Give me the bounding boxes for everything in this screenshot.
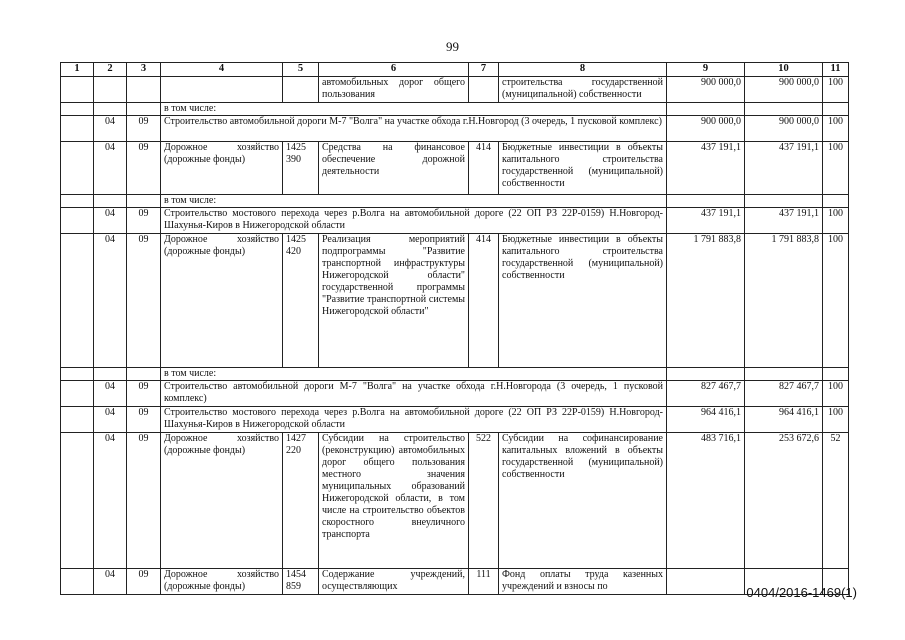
cell-expense-name: Субсидии на софинансирование капитальных вложений в объекты государственной (муниципальной) собственности: [499, 433, 667, 569]
cell-target-item: Дорожное хозяйство (дорожные фонды): [161, 234, 283, 368]
document-code: 0404/2016-1469(1): [746, 585, 857, 600]
cell-including-label: в том числе:: [161, 195, 667, 208]
cell-empty: [94, 103, 127, 116]
cell-section: 04: [94, 381, 127, 407]
table-row: [61, 407, 849, 433]
cell-amount-planned: 900 000,0: [667, 116, 745, 142]
cell-percent: 100: [823, 116, 849, 142]
cell-amount-actual: 964 416,1: [745, 407, 823, 433]
cell-amount-actual: 900 000,0: [745, 116, 823, 142]
cell-percent: 100: [823, 142, 849, 195]
cell-code: 1425 390: [283, 142, 319, 195]
cell-code: 1454 859: [283, 569, 319, 595]
cell-subsection: [127, 77, 161, 103]
cell-section: 04: [94, 142, 127, 195]
cell-object-name: Строительство автомобильной дороги М-7 "Волга" на участке обхода г.Н.Новгород (3 очередь, 1 пусковой комплекс): [161, 116, 667, 142]
header-row: [61, 63, 849, 77]
cell-expense-type: 111: [469, 569, 499, 595]
cell-empty: [745, 368, 823, 381]
cell-section: 04: [94, 569, 127, 595]
cell-expense-type: 414: [469, 142, 499, 195]
cell-amount-planned: 483 716,1: [667, 433, 745, 569]
cell-col-1: [61, 381, 94, 407]
column-header-8: 8: [499, 63, 667, 77]
cell-code: 1427 220: [283, 433, 319, 569]
column-header-7: 7: [469, 63, 499, 77]
cell-code: [283, 77, 319, 103]
cell-empty: [823, 368, 849, 381]
cell-object-name: Строительство мостового перехода через р.Волга на автомобильной дороге (22 ОП РЗ 22Р-0159) Н.Новгород-Шахунья-Киров в Нижегородской области: [161, 208, 667, 234]
table-row: [61, 234, 849, 368]
cell-empty: [667, 368, 745, 381]
column-header-5: 5: [283, 63, 319, 77]
cell-subsection: 09: [127, 433, 161, 569]
cell-empty: [127, 195, 161, 208]
cell-amount-actual: 827 467,7: [745, 381, 823, 407]
cell-description: Субсидии на строительство (реконструкцию) автомобильных дорог общего пользования местного значения муниципальных образований Нижегородской области, в том числе на строительство объектов скоростного внеуличного транспорта: [319, 433, 469, 569]
table-row: [61, 195, 849, 208]
cell-empty: [94, 368, 127, 381]
cell-col-1: [61, 116, 94, 142]
cell-col-1: [61, 407, 94, 433]
cell-empty: [745, 195, 823, 208]
cell-amount-planned: 964 416,1: [667, 407, 745, 433]
cell-subsection: 09: [127, 234, 161, 368]
table-row: [61, 77, 849, 103]
cell-empty: [127, 368, 161, 381]
cell-col-1: [61, 234, 94, 368]
cell-empty: [823, 103, 849, 116]
table-row: [61, 569, 849, 595]
table-row: [61, 381, 849, 407]
cell-amount-planned: 437 191,1: [667, 208, 745, 234]
table-row: [61, 208, 849, 234]
cell-subsection: 09: [127, 142, 161, 195]
cell-target-item: Дорожное хозяйство (дорожные фонды): [161, 433, 283, 569]
cell-section: 04: [94, 433, 127, 569]
cell-section: 04: [94, 234, 127, 368]
cell-target-item: Дорожное хозяйство (дорожные фонды): [161, 569, 283, 595]
cell-percent: 100: [823, 381, 849, 407]
cell-code: 1425 420: [283, 234, 319, 368]
cell-description: Реализация мероприятий подпрограммы "Развитие транспортной инфраструктуры Нижегородской области" государственной программы "Развитие транспортной системы Нижегородской области": [319, 234, 469, 368]
cell-percent: 100: [823, 208, 849, 234]
cell-expense-name: строительства государственной (муниципальной) собственности: [499, 77, 667, 103]
cell-including-label: в том числе:: [161, 368, 667, 381]
cell-col-1: [61, 569, 94, 595]
cell-expense-type: 522: [469, 433, 499, 569]
budget-table: [60, 62, 849, 595]
cell-subsection: 09: [127, 208, 161, 234]
cell-object-name: Строительство мостового перехода через р.Волга на автомобильной дороге (22 ОП РЗ 22Р-0159) Н.Новгород-Шахунья-Киров в Нижегородской области: [161, 407, 667, 433]
column-header-2: 2: [94, 63, 127, 77]
cell-amount-planned: 437 191,1: [667, 142, 745, 195]
cell-including-label: в том числе:: [161, 103, 667, 116]
cell-empty: [667, 195, 745, 208]
cell-amount-actual: 437 191,1: [745, 208, 823, 234]
cell-subsection: 09: [127, 381, 161, 407]
column-header-1: 1: [61, 63, 94, 77]
table-row: [61, 142, 849, 195]
cell-expense-name: Бюджетные инвестиции в объекты капитального строительства государственной (муниципальной) собственности: [499, 142, 667, 195]
cell-expense-type: 414: [469, 234, 499, 368]
cell-expense-name: Фонд оплаты труда казенных учреждений и взносы по: [499, 569, 667, 595]
cell-empty: [745, 103, 823, 116]
cell-description: автомобильных дорог общего пользования: [319, 77, 469, 103]
cell-percent: 52: [823, 433, 849, 569]
cell-description: Содержание учреждений, осуществляющих: [319, 569, 469, 595]
cell-col-1: [61, 433, 94, 569]
cell-empty: [127, 103, 161, 116]
cell-section: 04: [94, 116, 127, 142]
cell-object-name: Строительство автомобильной дороги М-7 "Волга" на участке обхода г.Н.Новгорода (3 очередь, 1 пусковой комплекс): [161, 381, 667, 407]
cell-empty: [823, 195, 849, 208]
cell-target-item: Дорожное хозяйство (дорожные фонды): [161, 142, 283, 195]
column-header-6: 6: [319, 63, 469, 77]
cell-empty: [61, 368, 94, 381]
cell-expense-type: [469, 77, 499, 103]
cell-percent: 100: [823, 77, 849, 103]
page-number: 99: [446, 39, 459, 54]
cell-amount-actual: 437 191,1: [745, 142, 823, 195]
cell-empty: [61, 103, 94, 116]
table-row: [61, 103, 849, 116]
cell-col-1: [61, 208, 94, 234]
cell-amount-actual: 900 000,0: [745, 77, 823, 103]
cell-amount-actual: 1 791 883,8: [745, 234, 823, 368]
cell-section: 04: [94, 407, 127, 433]
cell-expense-name: Бюджетные инвестиции в объекты капитального строительства государственной (муниципальной) собственности: [499, 234, 667, 368]
column-header-11: 11: [823, 63, 849, 77]
column-header-10: 10: [745, 63, 823, 77]
cell-amount-actual: 253 672,6: [745, 433, 823, 569]
cell-subsection: 09: [127, 569, 161, 595]
cell-amount-planned: 827 467,7: [667, 381, 745, 407]
cell-empty: [94, 195, 127, 208]
cell-amount-planned: 1 791 883,8: [667, 234, 745, 368]
column-header-3: 3: [127, 63, 161, 77]
cell-empty: [667, 103, 745, 116]
cell-subsection: 09: [127, 407, 161, 433]
column-header-9: 9: [667, 63, 745, 77]
column-header-4: 4: [161, 63, 283, 77]
cell-section: 04: [94, 208, 127, 234]
cell-percent: 100: [823, 234, 849, 368]
table-row: [61, 433, 849, 569]
table-row: [61, 368, 849, 381]
cell-section: [94, 77, 127, 103]
cell-target-item: [161, 77, 283, 103]
table-row: [61, 116, 849, 142]
cell-col-1: [61, 142, 94, 195]
table-body: [61, 77, 849, 595]
cell-empty: [61, 195, 94, 208]
cell-subsection: 09: [127, 116, 161, 142]
cell-description: Средства на финансовое обеспечение дорожной деятельности: [319, 142, 469, 195]
cell-col-1: [61, 77, 94, 103]
cell-amount-planned: [667, 569, 745, 595]
cell-percent: 100: [823, 407, 849, 433]
cell-amount-planned: 900 000,0: [667, 77, 745, 103]
